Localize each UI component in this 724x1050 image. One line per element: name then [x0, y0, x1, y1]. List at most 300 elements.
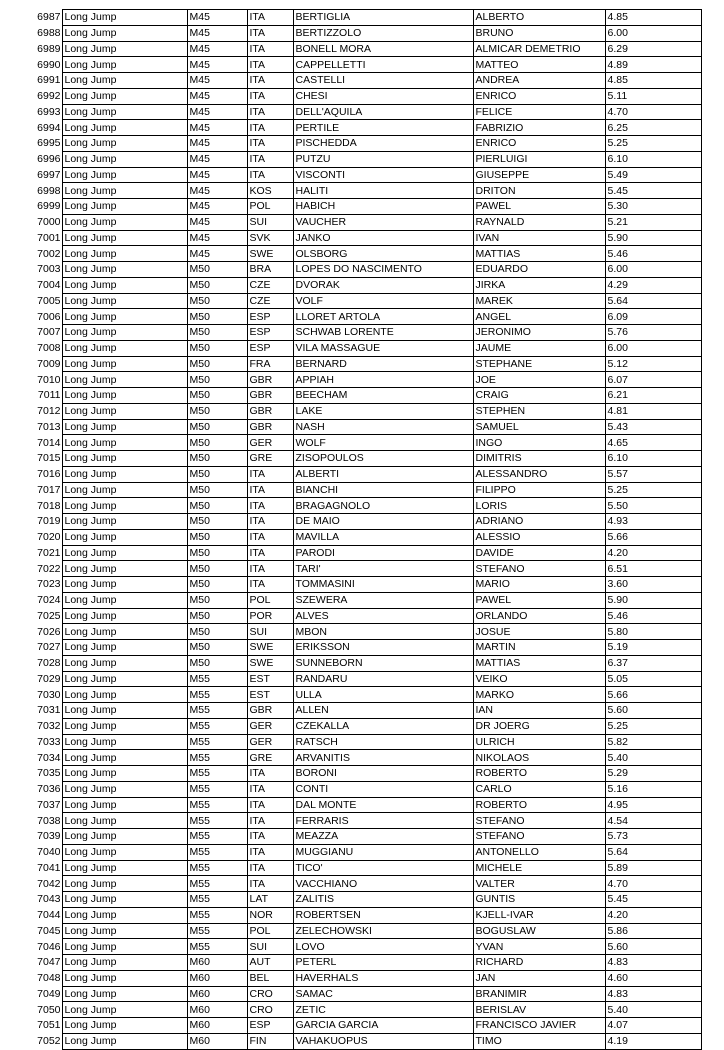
category-cell: M55	[187, 734, 247, 750]
first-name-cell: PAWEL	[473, 199, 605, 215]
surname-cell: TARI'	[293, 561, 473, 577]
result-cell: 6.25	[605, 120, 701, 136]
result-cell: 5.66	[605, 687, 701, 703]
event-cell: Long Jump	[62, 545, 187, 561]
surname-cell: DE MAIO	[293, 514, 473, 530]
event-cell: Long Jump	[62, 199, 187, 215]
first-name-cell: ROBERTO	[473, 766, 605, 782]
row-number: 7011	[37, 389, 61, 402]
category-cell: M50	[187, 340, 247, 356]
row-number: 6996	[37, 153, 61, 166]
first-name-cell: MICHELE	[473, 860, 605, 876]
event-cell: Long Jump	[62, 1018, 187, 1034]
surname-cell: MEAZZA	[293, 829, 473, 845]
result-cell: 4.89	[605, 57, 701, 73]
result-cell: 4.83	[605, 955, 701, 971]
category-cell: M50	[187, 325, 247, 341]
nation-cell: ITA	[247, 529, 293, 545]
surname-cell: BRAGAGNOLO	[293, 498, 473, 514]
first-name-cell: JIRKA	[473, 277, 605, 293]
result-cell: 5.30	[605, 199, 701, 215]
table-row	[0, 482, 701, 498]
result-cell: 4.93	[605, 514, 701, 530]
category-cell: M55	[187, 907, 247, 923]
first-name-cell: ALMICAR DEMETRIO	[473, 41, 605, 57]
event-cell: Long Jump	[62, 860, 187, 876]
nation-cell: SUI	[247, 214, 293, 230]
event-cell: Long Jump	[62, 514, 187, 530]
row-number: 7017	[37, 483, 61, 496]
event-cell: Long Jump	[62, 277, 187, 293]
first-name-cell: ADRIANO	[473, 514, 605, 530]
table-row	[0, 734, 701, 750]
first-name-cell: MAREK	[473, 293, 605, 309]
nation-cell: SWE	[247, 655, 293, 671]
table-row	[0, 514, 701, 530]
nation-cell: CZE	[247, 277, 293, 293]
first-name-cell: VEIKO	[473, 671, 605, 687]
surname-cell: PARODI	[293, 545, 473, 561]
table-row	[0, 640, 701, 656]
table-row	[0, 766, 701, 782]
row-number: 7045	[37, 924, 61, 937]
result-cell: 4.29	[605, 277, 701, 293]
result-cell: 4.20	[605, 545, 701, 561]
event-cell: Long Jump	[62, 57, 187, 73]
surname-cell: ALLEN	[293, 703, 473, 719]
first-name-cell: PIERLUIGI	[473, 151, 605, 167]
first-name-cell: MATTEO	[473, 57, 605, 73]
first-name-cell: JERONIMO	[473, 325, 605, 341]
table-row	[0, 167, 701, 183]
row-number: 7014	[37, 436, 61, 449]
result-cell: 4.65	[605, 435, 701, 451]
result-cell: 5.43	[605, 419, 701, 435]
surname-cell: VILA MASSAGUE	[293, 340, 473, 356]
nation-cell: SWE	[247, 640, 293, 656]
table-row	[0, 372, 701, 388]
nation-cell: GRE	[247, 451, 293, 467]
surname-cell: TOMMASINI	[293, 577, 473, 593]
row-number: 7016	[37, 468, 61, 481]
category-cell: M55	[187, 781, 247, 797]
result-cell: 6.10	[605, 151, 701, 167]
first-name-cell: LORIS	[473, 498, 605, 514]
table-row	[0, 970, 701, 986]
nation-cell: CZE	[247, 293, 293, 309]
result-cell: 4.95	[605, 797, 701, 813]
row-number: 7009	[37, 357, 61, 370]
table-row	[0, 860, 701, 876]
row-number: 6987	[37, 11, 61, 24]
row-number: 6998	[37, 184, 61, 197]
surname-cell: PETERL	[293, 955, 473, 971]
result-cell: 5.16	[605, 781, 701, 797]
category-cell: M55	[187, 671, 247, 687]
surname-cell: SZEWERA	[293, 592, 473, 608]
event-cell: Long Jump	[62, 986, 187, 1002]
first-name-cell: MATTIAS	[473, 246, 605, 262]
nation-cell: POL	[247, 592, 293, 608]
event-cell: Long Jump	[62, 136, 187, 152]
result-cell: 5.57	[605, 466, 701, 482]
table-row	[0, 781, 701, 797]
category-cell: M60	[187, 1018, 247, 1034]
row-number: 7005	[37, 294, 61, 307]
event-cell: Long Jump	[62, 120, 187, 136]
first-name-cell: ALESSANDRO	[473, 466, 605, 482]
category-cell: M55	[187, 829, 247, 845]
surname-cell: ALVES	[293, 608, 473, 624]
event-cell: Long Jump	[62, 608, 187, 624]
surname-cell: MBON	[293, 624, 473, 640]
first-name-cell: STEPHEN	[473, 403, 605, 419]
event-cell: Long Jump	[62, 10, 187, 26]
table-row	[0, 592, 701, 608]
nation-cell: CRO	[247, 1002, 293, 1018]
result-cell: 4.70	[605, 104, 701, 120]
table-row	[0, 340, 701, 356]
table-row	[0, 829, 701, 845]
surname-cell: APPIAH	[293, 372, 473, 388]
row-number: 7029	[37, 672, 61, 685]
event-cell: Long Jump	[62, 907, 187, 923]
category-cell: M55	[187, 750, 247, 766]
category-cell: M45	[187, 104, 247, 120]
category-cell: M50	[187, 388, 247, 404]
first-name-cell: CRAIG	[473, 388, 605, 404]
event-cell: Long Jump	[62, 561, 187, 577]
surname-cell: PUTZU	[293, 151, 473, 167]
surname-cell: BORONI	[293, 766, 473, 782]
first-name-cell: GIUSEPPE	[473, 167, 605, 183]
table-row	[0, 718, 701, 734]
event-cell: Long Jump	[62, 340, 187, 356]
category-cell: M55	[187, 703, 247, 719]
surname-cell: ZELECHOWSKI	[293, 923, 473, 939]
first-name-cell: STEFANO	[473, 829, 605, 845]
table-row	[0, 388, 701, 404]
surname-cell: BIANCHI	[293, 482, 473, 498]
table-row	[0, 892, 701, 908]
surname-cell: LOVO	[293, 939, 473, 955]
first-name-cell: FRANCISCO JAVIER	[473, 1018, 605, 1034]
event-cell: Long Jump	[62, 88, 187, 104]
first-name-cell: ALESSIO	[473, 529, 605, 545]
first-name-cell: ALBERTO	[473, 10, 605, 26]
surname-cell: BERTIGLIA	[293, 10, 473, 26]
event-cell: Long Jump	[62, 151, 187, 167]
nation-cell: ITA	[247, 167, 293, 183]
table-row	[0, 955, 701, 971]
event-cell: Long Jump	[62, 419, 187, 435]
nation-cell: GBR	[247, 703, 293, 719]
table-row	[0, 876, 701, 892]
event-cell: Long Jump	[62, 718, 187, 734]
surname-cell: ULLA	[293, 687, 473, 703]
row-number: 6992	[37, 90, 61, 103]
event-cell: Long Jump	[62, 781, 187, 797]
nation-cell: ITA	[247, 860, 293, 876]
surname-cell: LOPES DO NASCIMENTO	[293, 262, 473, 278]
category-cell: M55	[187, 876, 247, 892]
category-cell: M45	[187, 199, 247, 215]
event-cell: Long Jump	[62, 813, 187, 829]
row-number: 7038	[37, 814, 61, 827]
nation-cell: POL	[247, 199, 293, 215]
surname-cell: VAHAKUOPUS	[293, 1033, 473, 1049]
nation-cell: ITA	[247, 514, 293, 530]
table-row	[0, 230, 701, 246]
result-cell: 5.90	[605, 592, 701, 608]
result-cell: 5.64	[605, 844, 701, 860]
first-name-cell: ANTONELLO	[473, 844, 605, 860]
first-name-cell: DIMITRIS	[473, 451, 605, 467]
nation-cell: AUT	[247, 955, 293, 971]
surname-cell: VISCONTI	[293, 167, 473, 183]
event-cell: Long Jump	[62, 325, 187, 341]
result-cell: 6.00	[605, 340, 701, 356]
result-cell: 4.85	[605, 10, 701, 26]
surname-cell: ZALITIS	[293, 892, 473, 908]
result-cell: 5.66	[605, 529, 701, 545]
row-number: 7012	[37, 405, 61, 418]
nation-cell: ITA	[247, 876, 293, 892]
table-row	[0, 403, 701, 419]
surname-cell: PERTILE	[293, 120, 473, 136]
results-table-body	[0, 10, 701, 1050]
nation-cell: GBR	[247, 403, 293, 419]
row-number: 7027	[37, 641, 61, 654]
surname-cell: GARCIA GARCIA	[293, 1018, 473, 1034]
table-row	[0, 466, 701, 482]
category-cell: M45	[187, 136, 247, 152]
row-number: 7042	[37, 877, 61, 890]
category-cell: M50	[187, 451, 247, 467]
event-cell: Long Jump	[62, 498, 187, 514]
first-name-cell: MARIO	[473, 577, 605, 593]
surname-cell: ZISOPOULOS	[293, 451, 473, 467]
row-number: 7037	[37, 798, 61, 811]
nation-cell: SUI	[247, 624, 293, 640]
first-name-cell: MARTIN	[473, 640, 605, 656]
surname-cell: LLORET ARTOLA	[293, 309, 473, 325]
category-cell: M50	[187, 624, 247, 640]
nation-cell: ITA	[247, 73, 293, 89]
row-number: 7039	[37, 830, 61, 843]
nation-cell: ITA	[247, 41, 293, 57]
event-cell: Long Jump	[62, 970, 187, 986]
surname-cell: HALITI	[293, 183, 473, 199]
surname-cell: PISCHEDDA	[293, 136, 473, 152]
table-row	[0, 813, 701, 829]
category-cell: M55	[187, 923, 247, 939]
table-row	[0, 655, 701, 671]
surname-cell: VACCHIANO	[293, 876, 473, 892]
event-cell: Long Jump	[62, 73, 187, 89]
category-cell: M50	[187, 435, 247, 451]
result-cell: 6.07	[605, 372, 701, 388]
table-row	[0, 136, 701, 152]
event-cell: Long Jump	[62, 734, 187, 750]
row-number: 7026	[37, 625, 61, 638]
first-name-cell: ENRICO	[473, 88, 605, 104]
event-cell: Long Jump	[62, 624, 187, 640]
first-name-cell: ULRICH	[473, 734, 605, 750]
result-cell: 4.54	[605, 813, 701, 829]
first-name-cell: JAUME	[473, 340, 605, 356]
event-cell: Long Jump	[62, 892, 187, 908]
surname-cell: BEECHAM	[293, 388, 473, 404]
row-number: 7034	[37, 751, 61, 764]
category-cell: M50	[187, 655, 247, 671]
row-number: 7001	[37, 231, 61, 244]
first-name-cell: IVAN	[473, 230, 605, 246]
table-row	[0, 923, 701, 939]
surname-cell: ARVANITIS	[293, 750, 473, 766]
first-name-cell: DR JOERG	[473, 718, 605, 734]
event-cell: Long Jump	[62, 955, 187, 971]
category-cell: M60	[187, 986, 247, 1002]
first-name-cell: KJELL-IVAR	[473, 907, 605, 923]
event-cell: Long Jump	[62, 403, 187, 419]
table-row	[0, 104, 701, 120]
row-number: 7023	[37, 578, 61, 591]
event-cell: Long Jump	[62, 797, 187, 813]
first-name-cell: FABRIZIO	[473, 120, 605, 136]
row-number: 7015	[37, 452, 61, 465]
result-cell: 5.50	[605, 498, 701, 514]
surname-cell: HAVERHALS	[293, 970, 473, 986]
surname-cell: SCHWAB LORENTE	[293, 325, 473, 341]
first-name-cell: STEFANO	[473, 813, 605, 829]
surname-cell: MAVILLA	[293, 529, 473, 545]
row-number: 7052	[37, 1035, 61, 1048]
event-cell: Long Jump	[62, 844, 187, 860]
table-row	[0, 246, 701, 262]
table-row	[0, 277, 701, 293]
row-number: 7013	[37, 420, 61, 433]
category-cell: M60	[187, 1033, 247, 1049]
results-table	[0, 9, 702, 1050]
surname-cell: SUNNEBORN	[293, 655, 473, 671]
result-cell: 3.60	[605, 577, 701, 593]
nation-cell: LAT	[247, 892, 293, 908]
surname-cell: ERIKSSON	[293, 640, 473, 656]
nation-cell: ITA	[247, 781, 293, 797]
surname-cell: RATSCH	[293, 734, 473, 750]
event-cell: Long Jump	[62, 829, 187, 845]
result-cell: 5.45	[605, 892, 701, 908]
category-cell: M55	[187, 813, 247, 829]
nation-cell: CRO	[247, 986, 293, 1002]
row-number: 7050	[37, 1003, 61, 1016]
row-number: 7022	[37, 562, 61, 575]
event-cell: Long Jump	[62, 309, 187, 325]
result-cell: 5.86	[605, 923, 701, 939]
surname-cell: LAKE	[293, 403, 473, 419]
category-cell: M45	[187, 10, 247, 26]
surname-cell: CAPPELLETTI	[293, 57, 473, 73]
row-number: 7020	[37, 531, 61, 544]
result-cell: 5.60	[605, 939, 701, 955]
category-cell: M55	[187, 844, 247, 860]
table-row	[0, 608, 701, 624]
result-cell: 6.21	[605, 388, 701, 404]
category-cell: M50	[187, 514, 247, 530]
category-cell: M50	[187, 482, 247, 498]
result-cell: 6.51	[605, 561, 701, 577]
surname-cell: TICO'	[293, 860, 473, 876]
nation-cell: KOS	[247, 183, 293, 199]
event-cell: Long Jump	[62, 104, 187, 120]
table-row	[0, 435, 701, 451]
nation-cell: ITA	[247, 797, 293, 813]
nation-cell: ITA	[247, 104, 293, 120]
result-cell: 5.12	[605, 356, 701, 372]
table-row	[0, 451, 701, 467]
surname-cell: NASH	[293, 419, 473, 435]
table-row	[0, 561, 701, 577]
category-cell: M50	[187, 561, 247, 577]
table-row	[0, 293, 701, 309]
category-cell: M60	[187, 955, 247, 971]
result-cell: 5.89	[605, 860, 701, 876]
surname-cell: ALBERTI	[293, 466, 473, 482]
row-number: 7018	[37, 499, 61, 512]
category-cell: M45	[187, 183, 247, 199]
nation-cell: NOR	[247, 907, 293, 923]
event-cell: Long Jump	[62, 372, 187, 388]
table-row	[0, 797, 701, 813]
surname-cell: RANDARU	[293, 671, 473, 687]
result-cell: 4.19	[605, 1033, 701, 1049]
nation-cell: FIN	[247, 1033, 293, 1049]
result-cell: 5.73	[605, 829, 701, 845]
result-cell: 6.09	[605, 309, 701, 325]
table-row	[0, 325, 701, 341]
table-row	[0, 1033, 701, 1049]
first-name-cell: EDUARDO	[473, 262, 605, 278]
event-cell: Long Jump	[62, 671, 187, 687]
first-name-cell: JAN	[473, 970, 605, 986]
result-cell: 5.40	[605, 750, 701, 766]
first-name-cell: DRITON	[473, 183, 605, 199]
table-row	[0, 199, 701, 215]
event-cell: Long Jump	[62, 577, 187, 593]
surname-cell: MUGGIANU	[293, 844, 473, 860]
result-cell: 6.10	[605, 451, 701, 467]
first-name-cell: JOE	[473, 372, 605, 388]
table-row	[0, 25, 701, 41]
category-cell: M50	[187, 403, 247, 419]
table-row	[0, 10, 701, 26]
category-cell: M45	[187, 230, 247, 246]
result-cell: 5.25	[605, 482, 701, 498]
row-number: 7021	[37, 546, 61, 559]
row-number: 7040	[37, 846, 61, 859]
table-row	[0, 750, 701, 766]
table-row	[0, 262, 701, 278]
result-cell: 6.37	[605, 655, 701, 671]
nation-cell: ITA	[247, 120, 293, 136]
row-number: 6997	[37, 168, 61, 181]
category-cell: M50	[187, 498, 247, 514]
event-cell: Long Jump	[62, 529, 187, 545]
surname-cell: JANKO	[293, 230, 473, 246]
table-row	[0, 151, 701, 167]
nation-cell: ITA	[247, 561, 293, 577]
